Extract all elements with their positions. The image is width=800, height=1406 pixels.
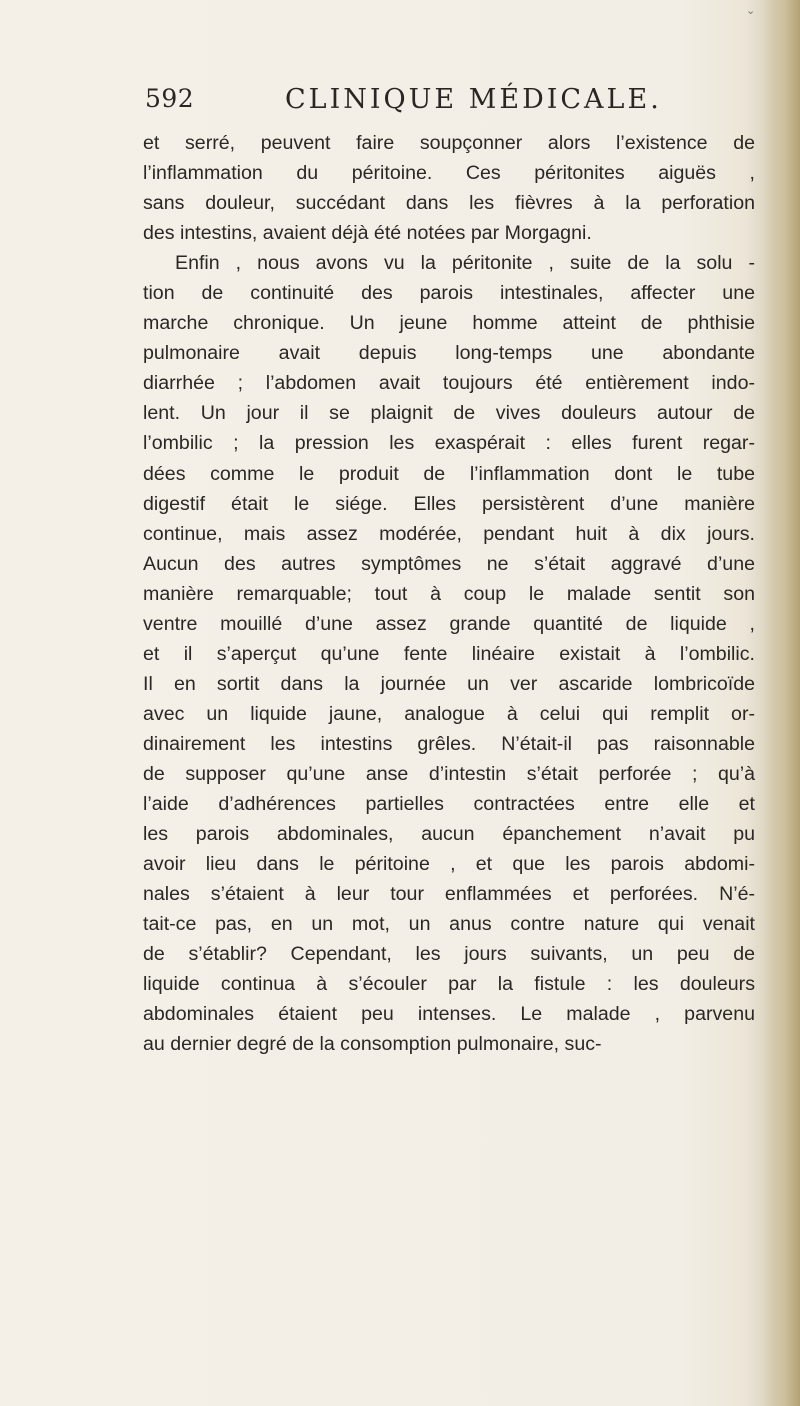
text-line: et serré, peuvent faire soupçonner alors l’existence de	[143, 132, 755, 154]
text-line: pulmonaire avait depuis long-temps une abondante	[143, 342, 755, 365]
text-line: lent. Un jour il se plaignit de vives douleurs autour de	[143, 402, 755, 425]
text-line: les parois abdominales, aucun épanchement n’avait pu	[143, 823, 755, 846]
page-header	[145, 84, 745, 124]
printer-mark: ⌄	[746, 4, 756, 17]
page-edge-shadow	[762, 0, 800, 1406]
text-line: Il en sortit dans la journée un ver ascaride lombricoïde	[143, 672, 755, 695]
text-line: nales s’étaient à leur tour enflammées et perforées. N’é-	[143, 883, 755, 906]
text-line: marche chronique. Un jeune homme atteint de phthisie	[143, 312, 755, 335]
text-line: des intestins, avaient déjà été notées par Morgagni.	[143, 222, 592, 245]
text-line: manière remarquable; tout à coup le malade sentit son	[143, 582, 755, 605]
text-line: Enfin , nous avons vu la péritonite , suite de la solu -	[175, 252, 755, 275]
text-line: continue, mais assez modérée, pendant huit à dix jours.	[143, 522, 755, 545]
body-text	[143, 128, 755, 1059]
text-line: l’inflammation du péritoine. Ces péritonites aiguës ,	[143, 162, 755, 185]
text-line: avec un liquide jaune, analogue à celui qui remplit or-	[143, 702, 755, 725]
text-line: diarrhée ; l’abdomen avait toujours été entièrement indo-	[143, 372, 755, 395]
text-line: et il s’aperçut qu’une fente linéaire existait à l’ombilic.	[143, 642, 755, 665]
text-line: abdominales étaient peu intenses. Le malade , parvenu	[143, 1003, 755, 1026]
running-title: CLINIQUE MÉDICALE.	[285, 84, 662, 115]
text-line: de s’établir? Cependant, les jours suivants, un peu de	[143, 943, 755, 966]
text-line: sans douleur, succédant dans les fièvres à la perforation	[143, 192, 755, 215]
text-line: tion de continuité des parois intestinales, affecter une	[143, 282, 755, 305]
text-line: digestif était le siége. Elles persistèrent d’une manière	[143, 492, 755, 515]
text-line: dées comme le produit de l’inflammation dont le tube	[143, 462, 755, 485]
page-number: 592	[145, 84, 195, 113]
text-line: au dernier degré de la consomption pulmonaire, suc-	[143, 1033, 602, 1056]
text-line: ventre mouillé d’une assez grande quantité de liquide ,	[143, 612, 755, 635]
text-line: avoir lieu dans le péritoine , et que les parois abdomi-	[143, 853, 755, 876]
text-line: Aucun des autres symptômes ne s’était aggravé d’une	[143, 552, 755, 575]
text-line: de supposer qu’une anse d’intestin s’était perforée ; qu’à	[143, 762, 755, 785]
text-line: l’ombilic ; la pression les exaspérait : elles furent regar-	[143, 432, 755, 455]
text-line: l’aide d’adhérences partielles contractées entre elle et	[143, 793, 755, 816]
text-line: liquide continua à s’écouler par la fistule : les douleurs	[143, 973, 755, 996]
text-line: tait-ce pas, en un mot, un anus contre nature qui venait	[143, 913, 755, 936]
text-line: dinairement les intestins grêles. N’était-il pas raisonnable	[143, 732, 755, 755]
